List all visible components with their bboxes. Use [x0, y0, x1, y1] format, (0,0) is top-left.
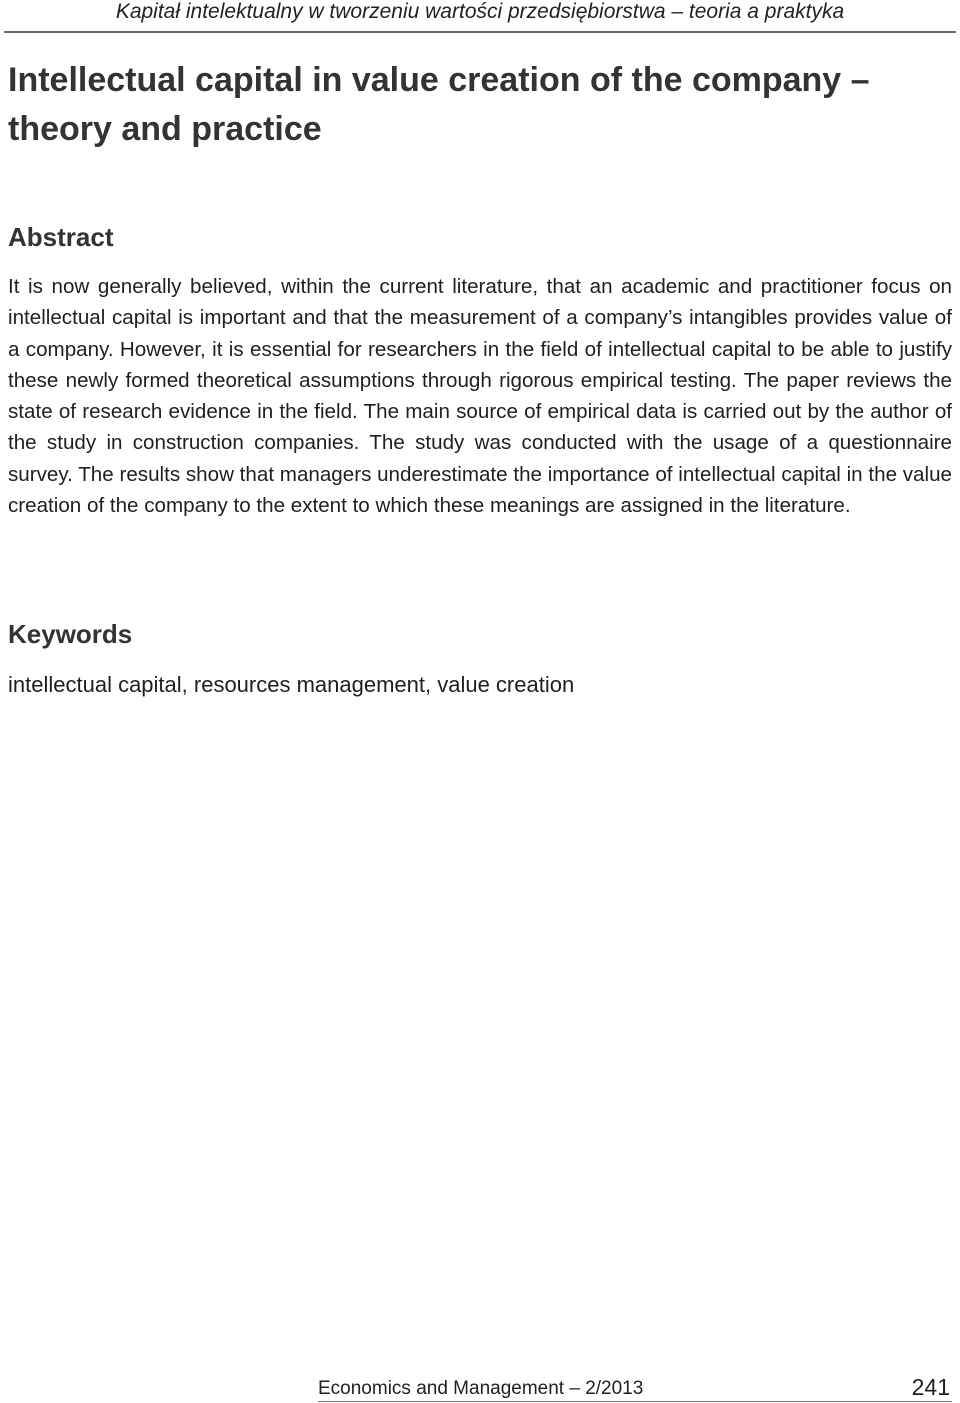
abstract-text: It is now generally believed, within the current literature, that an academic and practitioner focus on intellectual capital is important and that the measurement of a company’s intangibles provides value of a company. However, it is essential for researchers in the field of intellectual capital to be able to justify these newly formed theoretical assumptions through rigorous empirical testing. The paper reviews the state of research evidence in the field. The main source of empirical data is carried out by the author of the study in construction companies. The study was conducted with the usage of a questionnaire survey. The results show that managers underestimate the importance of intellectual capital in the value creation of the company to the extent to which these meanings are assigned in the literature.: [8, 275, 952, 518]
abstract-heading: Abstract: [8, 222, 114, 252]
article-title: Intellectual capital in value creation of the company – theory and practice: [8, 61, 870, 148]
keywords-text: intellectual capital, resources management, value creation: [8, 672, 575, 697]
page-number: 241: [911, 1374, 950, 1400]
footer-divider: [318, 1401, 952, 1402]
running-header: Kapitał intelektualny w tworzeniu wartości przedsiębiorstwa – teoria a praktyka: [115, 0, 845, 23]
header-divider: [4, 31, 956, 33]
keywords-heading: Keywords: [8, 619, 133, 649]
footer-journal-name: Economics and Management – 2/2013: [318, 1378, 644, 1399]
